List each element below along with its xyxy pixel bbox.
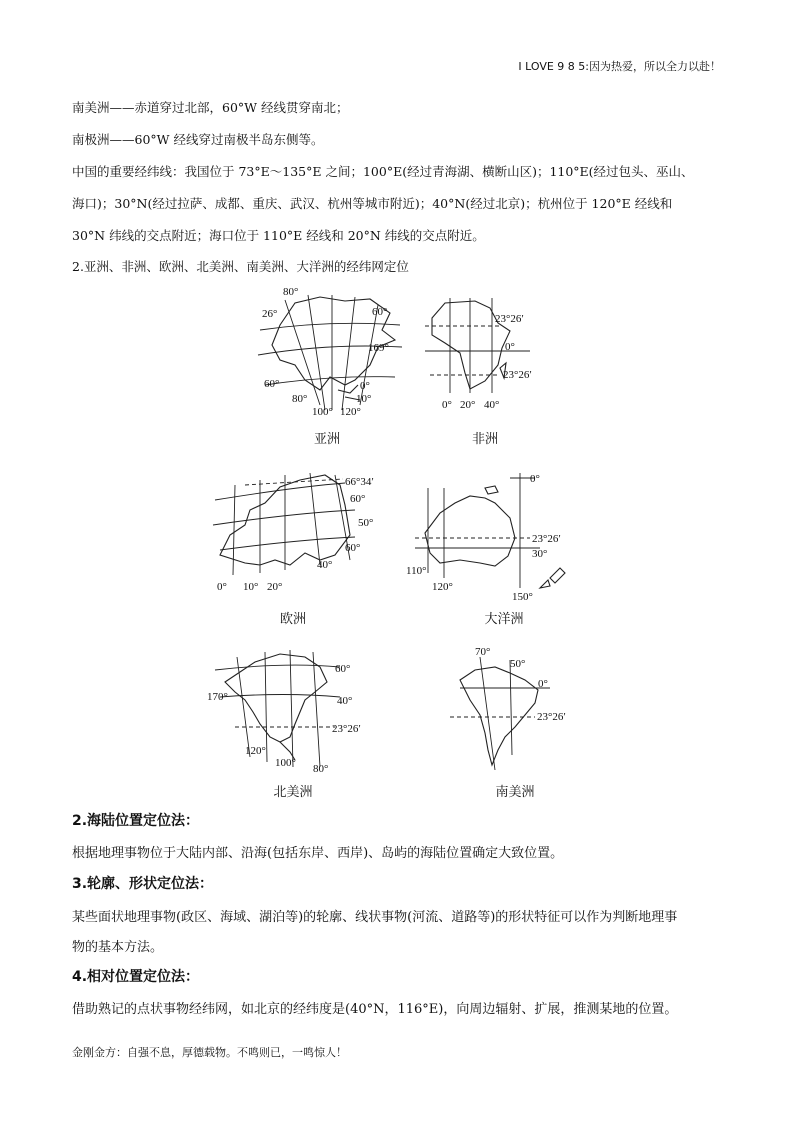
label: 0°	[217, 581, 227, 593]
text-line: 30°N 纬线的交点附近；海口位于 110°E 经线和 20°N 纬线的交点附近。	[72, 228, 485, 243]
label: 60°	[335, 663, 351, 675]
label: 40°	[484, 399, 500, 411]
subsection-title: 2.亚洲、非洲、欧洲、北美洲、南美洲、大洋洲的经纬网定位	[72, 259, 409, 274]
map-caption: 非洲	[471, 432, 498, 447]
label: 23°26′	[495, 313, 524, 325]
map-caption: 欧洲	[279, 612, 306, 627]
label: 0°	[505, 341, 515, 353]
label: 40°	[317, 559, 333, 571]
label: 150°	[512, 591, 533, 603]
label: 23°26′	[537, 711, 566, 723]
asia-map	[250, 285, 410, 420]
section-heading: 3.轮廓、形状定位法：	[72, 876, 214, 892]
label: 120°	[340, 406, 361, 418]
label: 20°	[267, 581, 283, 593]
south-america-map	[440, 645, 590, 775]
paragraph: 某些面状地理事物(政区、海域、湖泊等)的轮廓、线状事物(河流、道路等)的形状特征可以作为判断地理事	[72, 910, 678, 925]
europe-map	[205, 465, 395, 595]
label: 40°	[337, 695, 353, 707]
label: 66°34′	[345, 476, 374, 488]
label: 20°	[460, 399, 476, 411]
label: 60°	[264, 378, 280, 390]
label: 169°	[368, 342, 389, 354]
label: 23°26′	[532, 533, 561, 545]
map-caption: 亚洲	[313, 432, 340, 447]
map-caption: 大洋洲	[484, 612, 524, 627]
label: 70°	[475, 646, 491, 658]
label: 0°	[442, 399, 452, 411]
label: 0°	[360, 380, 370, 392]
label: 30°	[532, 548, 548, 560]
map-caption: 北美洲	[273, 785, 313, 800]
label: 50°	[510, 658, 526, 670]
text-line: 中国的重要经纬线：我国位于 73°E～135°E 之间；100°E(经过青海湖、横断山区)；110°E(经过包头、巫山、	[72, 164, 694, 179]
label: 120°	[432, 581, 453, 593]
label: 26°	[262, 308, 278, 320]
page-header: I LOVE 9 8 5:因为热爱，所以全力以赴！	[518, 60, 721, 73]
label: 60°	[345, 542, 361, 554]
label: 100°	[275, 757, 296, 769]
africa-map	[420, 293, 550, 418]
page-footer: 金刚金方：自强不息，厚德载物。不鸣则已，一鸣惊人！	[72, 1046, 347, 1059]
label: 10°	[243, 581, 259, 593]
label: 0°	[538, 678, 548, 690]
label: 23°26′	[332, 723, 361, 735]
label: 170°	[207, 691, 228, 703]
label: 23°26′	[503, 369, 532, 381]
label: 80°	[292, 393, 308, 405]
section-heading: 4.相对位置定位法：	[72, 969, 200, 985]
label: 0°	[530, 473, 540, 485]
label: 50°	[358, 517, 374, 529]
section-heading: 2.海陆位置定位法：	[72, 813, 200, 829]
paragraph: 借助熟记的点状事物经纬网，如北京的经纬度是(40°N，116°E)，向周边辐射、扩展，推测某地的位置。	[72, 1002, 678, 1017]
paragraph: 根据地理事物位于大陆内部、沿海(包括东岸、西岸)、岛屿的海陆位置确定大致位置。	[72, 846, 564, 861]
text-line: 南美洲——赤道穿过北部，60°W 经线贯穿南北；	[72, 100, 349, 115]
oceania-map	[400, 468, 580, 603]
label: 10°	[356, 393, 372, 405]
north-america-map	[205, 642, 370, 777]
label: 60°	[350, 493, 366, 505]
label: 120°	[245, 745, 266, 757]
text-line: 南极洲——60°W 经线穿过南极半岛东侧等。	[72, 132, 324, 147]
text-line: 海口)；30°N(经过拉萨、成都、重庆、武汉、杭州等城市附近)；40°N(经过北京)；杭州位于 120°E 经线和	[72, 196, 673, 211]
paragraph: 物的基本方法。	[72, 940, 164, 955]
label: 80°	[313, 763, 329, 775]
map-caption: 南美洲	[495, 785, 535, 800]
label: 110°	[406, 565, 427, 577]
label: 100°	[312, 406, 333, 418]
label: 80°	[283, 286, 299, 298]
label: 60°	[372, 306, 388, 318]
